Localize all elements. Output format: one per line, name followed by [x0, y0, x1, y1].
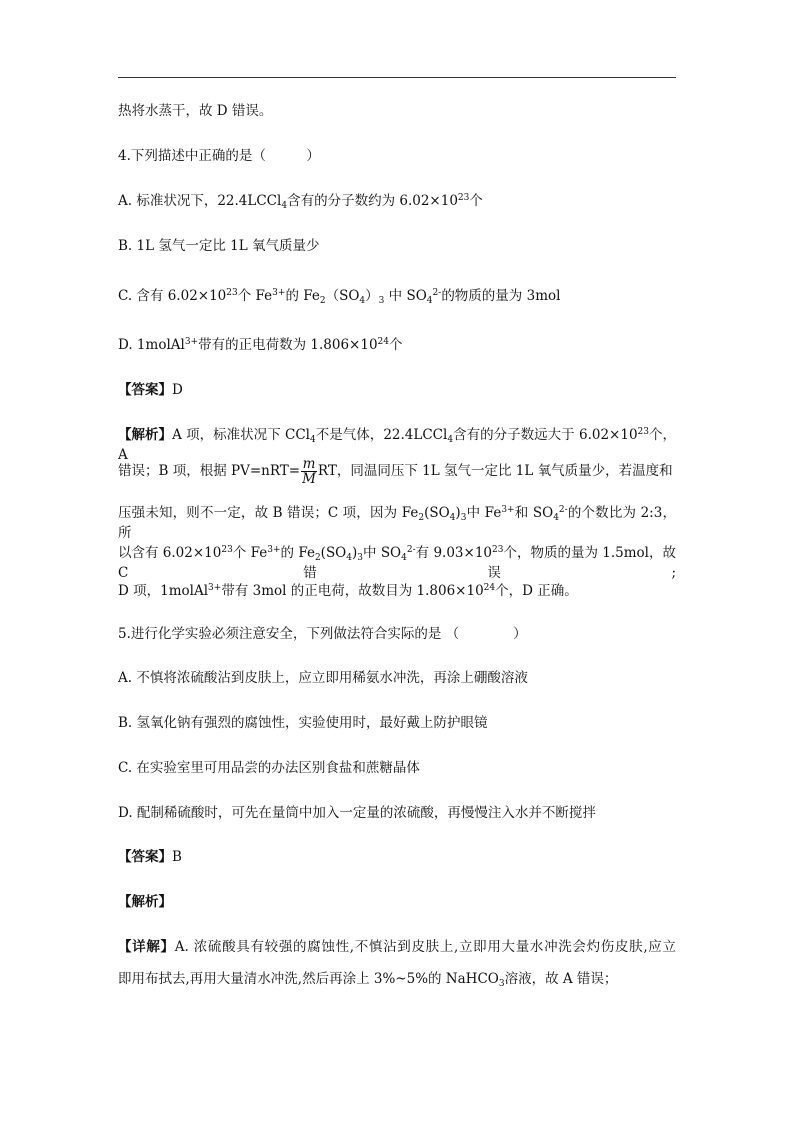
q5-option-b: B. 氢氧化钠有强烈的腐蚀性，实验使用时，最好戴上防护眼镜	[118, 715, 488, 731]
q4-analysis-line-4: 以含有 $6.02\times 10^{23}$个 $Fe^{3+}$的 $Fe_2(SO_4)_3$中 $SO_4^{2-}$有 $9.03\times 10^{23}$个，物质的量为 1.5mol，故 C 错误;	[118, 545, 677, 581]
q5-option-d: D. 配制稀硫酸时，可先在量筒中加入一定量的浓硫酸，再慢慢注入水并不断搅拌	[118, 805, 596, 821]
q4-analysis-line-5: D 项，1molAl$^{3+}$带有 3mol 的正电荷，故数目为 $1.806\times 10^{24}$个，D 正确。	[118, 583, 578, 599]
answer-label: 【答案】	[118, 382, 172, 398]
q5-detail-line-2: 即用布拭去,再用大量清水冲洗,然后再涂上 3%~5%的 NaHCO$_3$溶液，故 A 错误；	[118, 971, 618, 989]
answer-value: B	[172, 849, 182, 865]
q5-detail-line-1: 【详解】A. 浓硫酸具有较强的腐蚀性,不慎沾到皮肤上,立即用大量水冲洗会灼伤皮肤,应立	[118, 939, 676, 955]
q4-stem: 4.下列描述中正确的是（ ）	[118, 148, 320, 164]
q4-option-c: C. 含有 $6.02\times 10^{23}$个 $Fe^{3+}$的 $Fe_2(SO_4)_3$ 中 $SO_4^{2-}$的物质的量为 3mol	[118, 288, 561, 306]
q4-answer	[118, 380, 183, 400]
q4-option-b: B. 1L 氢气一定比 1L 氧气质量少	[118, 238, 320, 254]
q5-option-c: C. 在实验室里可用品尝的办法区别食盐和蔗糖晶体	[118, 760, 420, 776]
answer-value: D	[172, 382, 183, 398]
q4-option-a: A. 标准状况下，22.4LCCl$_4$含有的分子数约为 $6.02\times 10^{23}$个	[118, 193, 483, 211]
answer-label: 【答案】	[118, 849, 172, 865]
q5-stem: 5.进行化学实验必须注意安全，下列做法符合实际的是 （ ）	[118, 626, 527, 642]
fraction-m-over-M: $\frac{m}{M}$	[302, 456, 316, 487]
q4-analysis-line-3: 压强未知，则不一定，故 B 错误；C 项，因为 $Fe_2(SO_4)_3$中 $Fe^{3+}$和 $SO_4^{2-}$的个数比为 2:3，所	[118, 505, 676, 541]
intro-line: 热将水蒸干，故 D 错误。	[118, 103, 273, 119]
q5-option-a: A. 不慎将浓硫酸沾到皮肤上，应立即用稀氨水冲洗，再涂上硼酸溶液	[118, 670, 528, 686]
q5-analysis-label: 【解析】	[118, 894, 172, 910]
q4-analysis-line-2: 错误；B 项，根据 PV=nRT= $\frac{m}{M}$ RT，同温同压下 1L 氢气一定比 1L 氧气质量少，若温度和	[118, 456, 673, 487]
q4-option-d: D. 1molAl$^{3+}$带有的正电荷数为 $1.806\times 10^{24}$个	[118, 337, 403, 353]
q4-analysis-line-1: 【解析】A 项，标准状况下 CCl$_4$不是气体，22.4LCCl$_4$含有的分子数远大于 $6.02\times 10^{23}$个，A	[118, 427, 677, 463]
q5-answer	[118, 847, 182, 867]
header-rule	[118, 77, 676, 78]
